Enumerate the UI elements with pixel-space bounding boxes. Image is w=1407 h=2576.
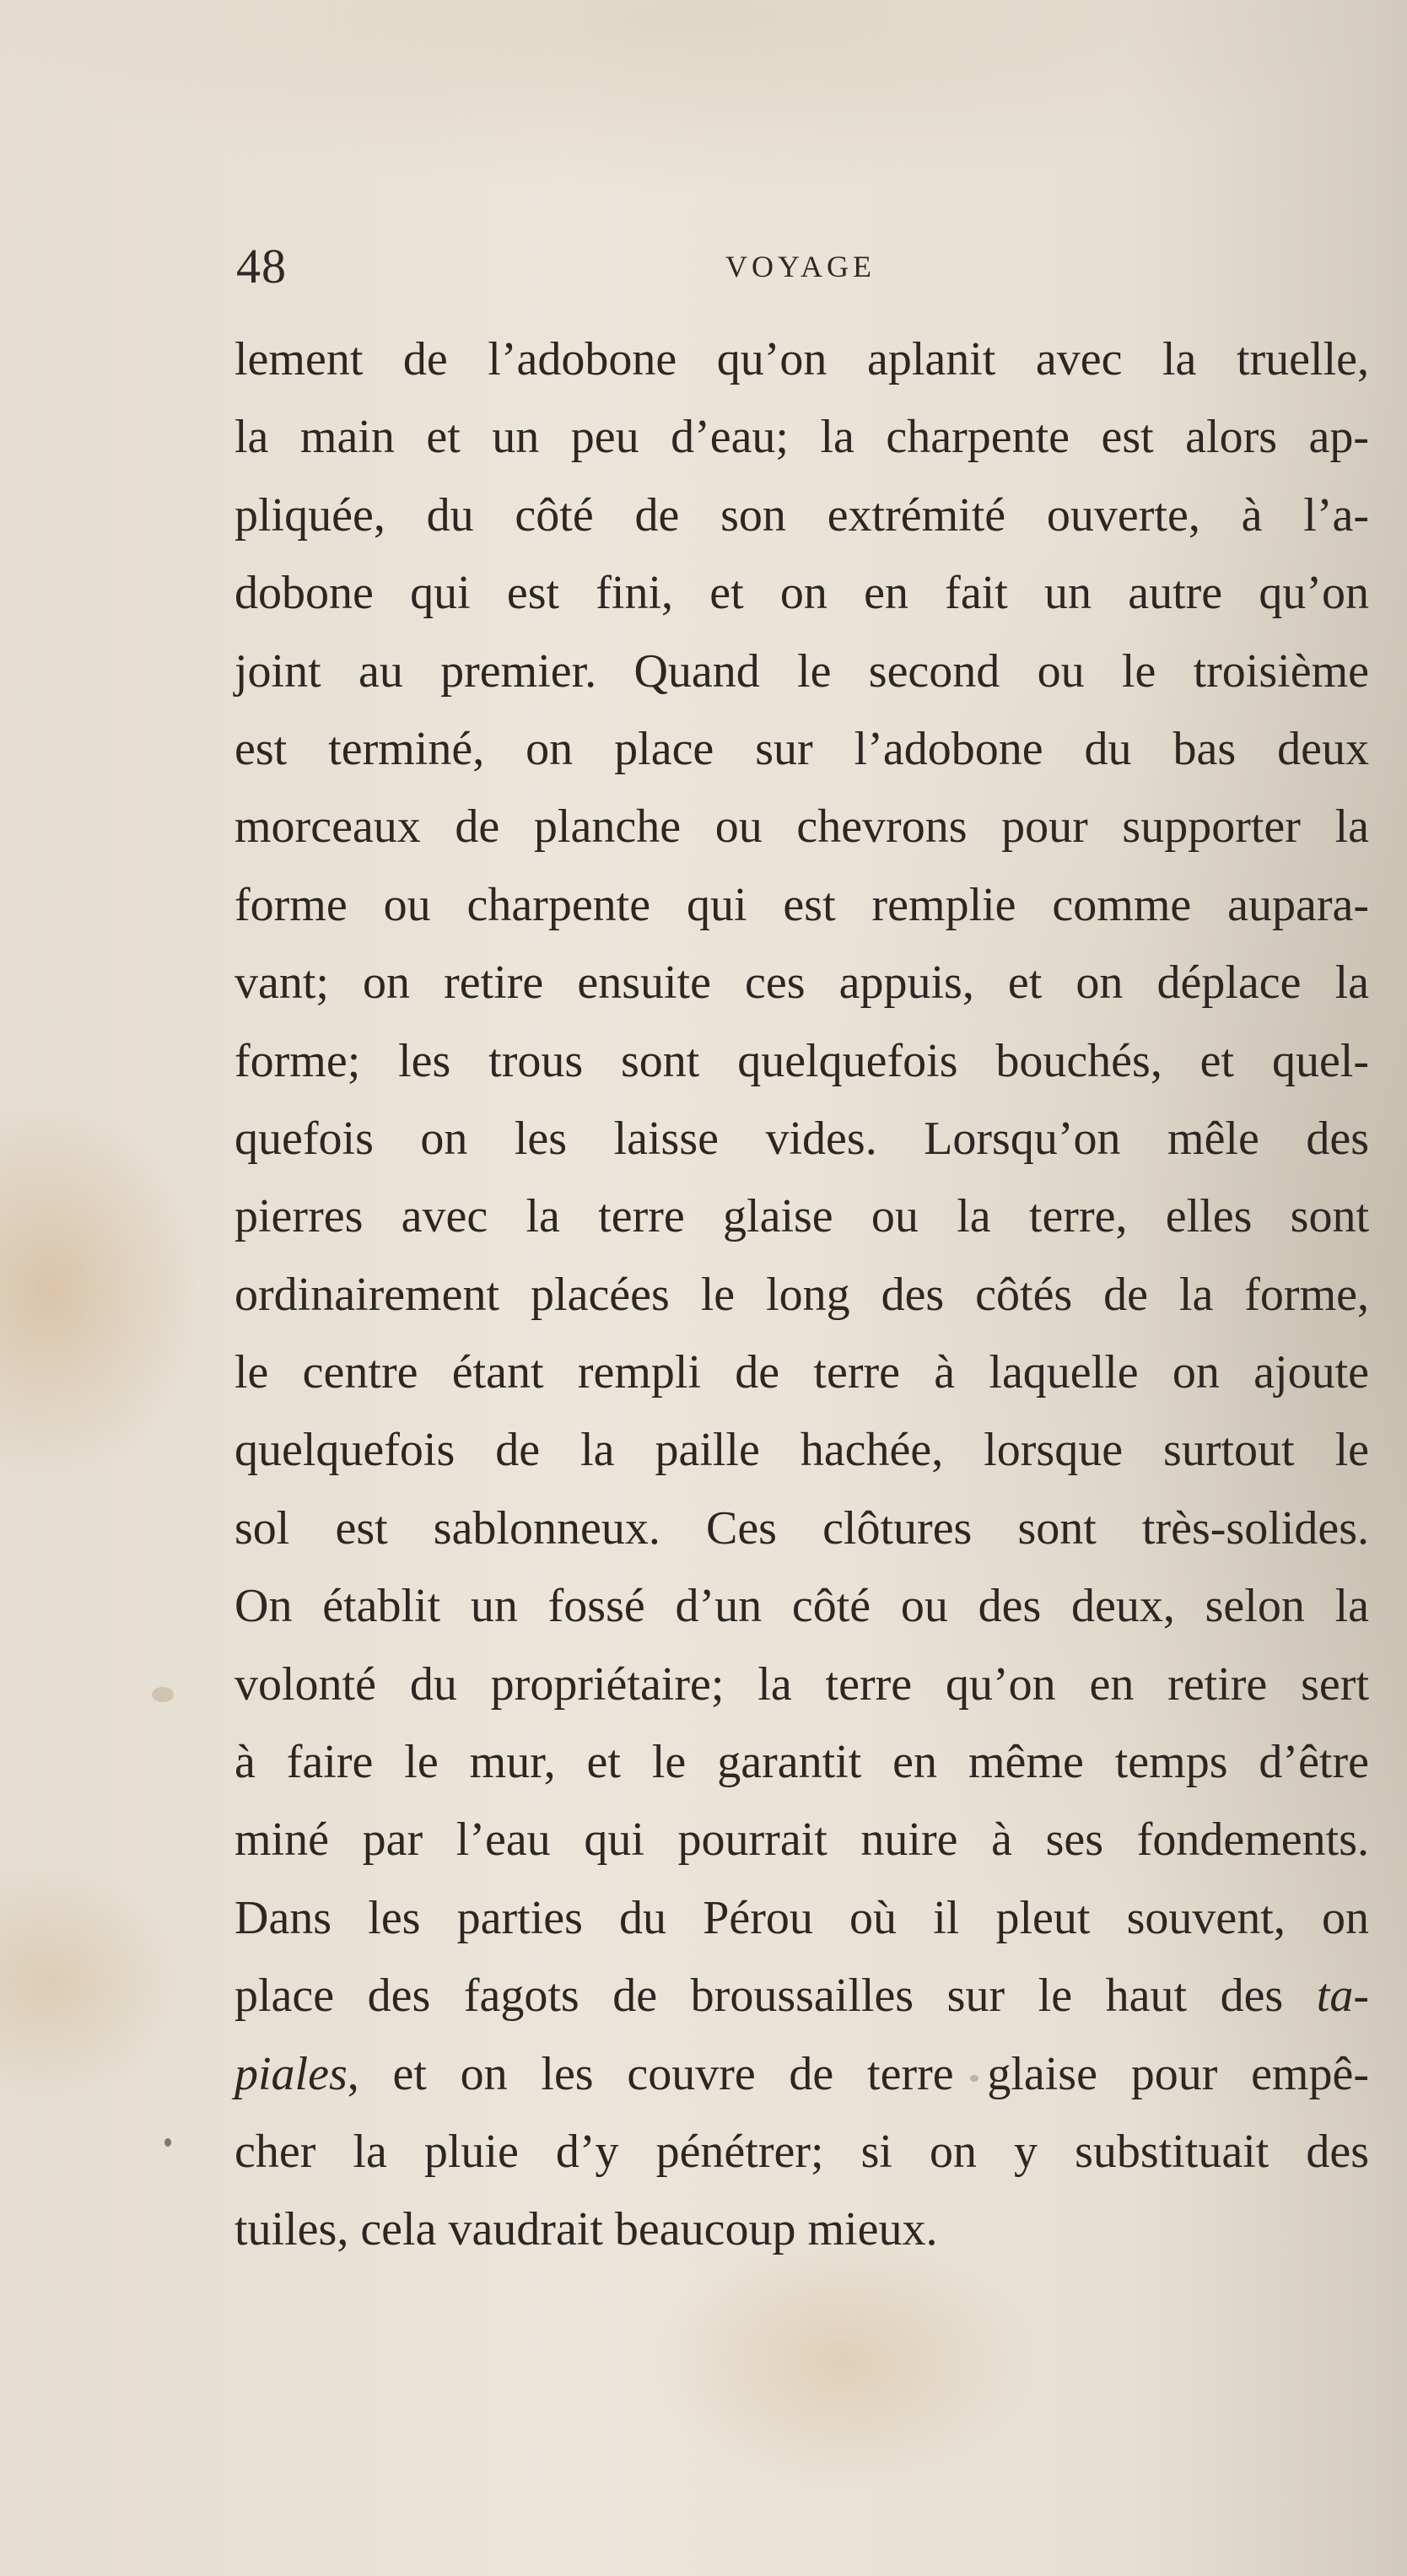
body-text <box>234 321 1369 2269</box>
text-line: morceaux de planche ou chevrons pour supporter la <box>234 800 1369 854</box>
text-line: tuiles, cela vaudrait beaucoup mieux. <box>234 2203 938 2256</box>
text-line: dobone qui est fini, et on en fait un autre qu’on <box>234 567 1369 620</box>
text-line: piales, et on les couvre de terre glaise pour empê- <box>234 2047 1369 2100</box>
foxing-spot <box>164 2138 171 2147</box>
text-line: miné par l’eau qui pourrait nuire à ses fondements. <box>234 1813 1369 1867</box>
text-line: ordinairement placées le long des côtés de la forme, <box>234 1268 1369 1321</box>
text-line: joint au premier. Quand le second ou le troisième <box>234 644 1369 698</box>
text-line: volonté du propriétaire; la terre qu’on en retire sert <box>234 1657 1369 1711</box>
text-line: cher la pluie d’y pénétrer; si on y substituait des <box>234 2125 1369 2178</box>
text-line: forme ou charpente qui est remplie comme aupara- <box>234 878 1369 931</box>
text-line: On établit un fossé d’un côté ou des deux, selon la <box>234 1580 1369 1633</box>
text-line: vant; on retire ensuite ces appuis, et on déplace la <box>234 957 1369 1010</box>
text-line: pliquée, du côté de son extrémité ouverte, à l’a- <box>234 488 1369 542</box>
text-line: Dans les parties du Pérou où il pleut souvent, on <box>234 1891 1369 1944</box>
italic-word: piales <box>234 2047 348 2100</box>
text-line: à faire le mur, et le garantit en même temps d’être <box>234 1736 1369 1789</box>
text-line: lement de l’adobone qu’on aplanit avec la truelle, <box>234 333 1369 385</box>
italic-word: ta- <box>1316 1970 1369 2023</box>
page-number: 48 <box>236 239 287 294</box>
text-line: quelquefois de la paille hachée, lorsque surtout le <box>234 1424 1369 1477</box>
text-line: forme; les trous sont quelquefois bouchés, et quel- <box>234 1034 1369 1087</box>
foxing-spot <box>152 1687 174 1702</box>
text-line: quefois on les laisse vides. Lorsqu’on mêle des <box>234 1112 1369 1165</box>
text-line: place des fagots de broussailles sur le haut des ta- <box>234 1970 1369 2023</box>
text-line: sol est sablonneux. Ces clôtures sont très-solides. <box>234 1501 1369 1555</box>
page-header <box>228 233 1375 300</box>
text-line: le centre étant rempli de terre à laquelle on ajoute <box>234 1346 1369 1399</box>
running-title: VOYAGE <box>725 250 876 283</box>
text-line: est terminé, on place sur l’adobone du bas deux <box>234 722 1369 775</box>
text-line: pierres avec la terre glaise ou la terre, elles sont <box>234 1190 1369 1243</box>
text-line: la main et un peu d’eau; la charpente est alors ap- <box>234 411 1369 464</box>
